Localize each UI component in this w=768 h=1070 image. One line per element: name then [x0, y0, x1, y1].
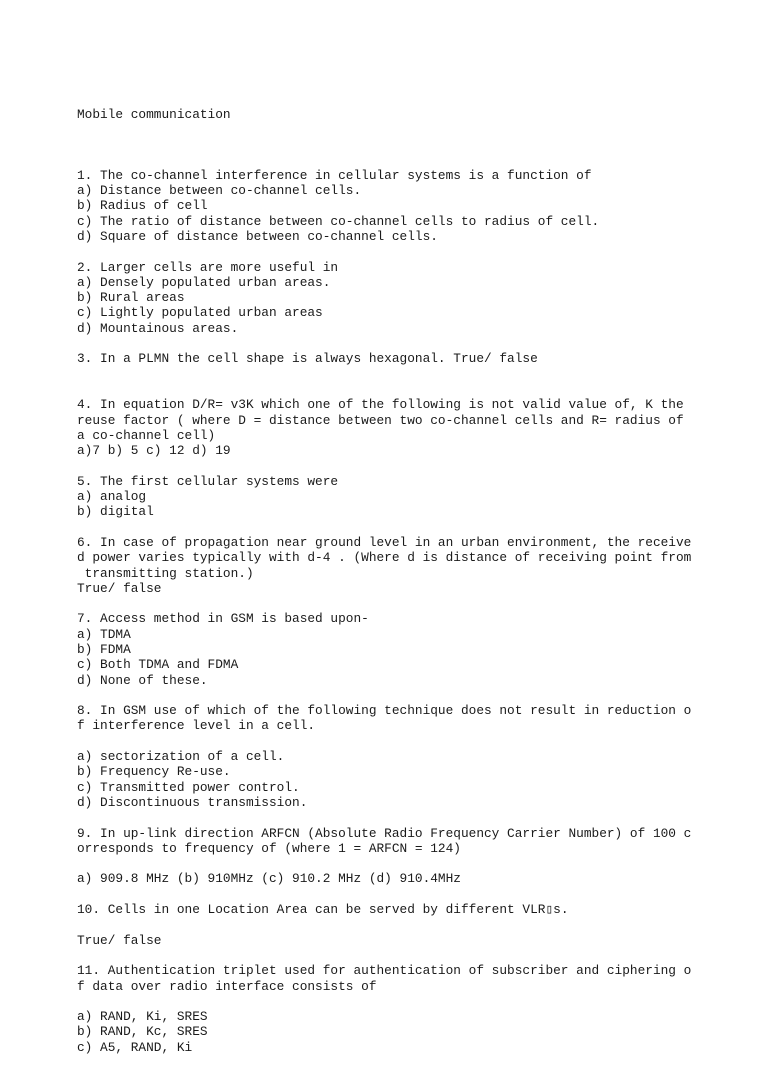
- text-line: a) Densely populated urban areas.: [77, 274, 331, 290]
- text-line: d) Mountainous areas.: [77, 320, 239, 336]
- text-line: 7. Access method in GSM is based upon-: [77, 611, 369, 627]
- blank-line: [77, 810, 757, 825]
- text-line: 10. Cells in one Location Area can be served by different VLR▯s.: [77, 902, 569, 918]
- blank-line: [77, 458, 757, 473]
- text-line: 1. The co-channel interference in cellular systems is a function of: [77, 167, 592, 183]
- text-line: c) The ratio of distance between co-channel cells to radius of cell.: [77, 213, 600, 229]
- blank-line: [77, 382, 757, 397]
- text-line: f data over radio interface consists of: [77, 978, 377, 994]
- blank-line: [77, 856, 757, 871]
- text-line: b) Rural areas: [77, 290, 185, 306]
- text-line: d power varies typically with d-4 . (Where d is distance of receiving point from: [77, 550, 692, 566]
- text-line: True/ false: [77, 932, 162, 948]
- blank-line: [77, 336, 757, 351]
- text-line: a)7 b) 5 c) 12 d) 19: [77, 443, 231, 459]
- question-text: [77, 152, 757, 1055]
- text-line: a) sectorization of a cell.: [77, 749, 285, 765]
- text-line: 3. In a PLMN the cell shape is always hexagonal. True/ false: [77, 351, 538, 367]
- text-line: 2. Larger cells are more useful in: [77, 259, 339, 275]
- text-line: a) Distance between co-channel cells.: [77, 183, 362, 199]
- text-line: b) Frequency Re-use.: [77, 764, 231, 780]
- text-line: a) analog: [77, 489, 147, 505]
- text-line: c) A5, RAND, Ki: [77, 1039, 193, 1055]
- blank-line: [77, 734, 757, 749]
- blank-line: [77, 520, 757, 535]
- text-line: b) digital: [77, 504, 154, 520]
- text-line: d) Discontinuous transmission.: [77, 794, 308, 810]
- blank-line: [77, 994, 757, 1009]
- document-page: [77, 76, 757, 1070]
- text-line: a co-channel cell): [77, 427, 216, 443]
- blank-line: [77, 244, 757, 259]
- text-line: 4. In equation D/R= v3K which one of the following is not valid value of, K the: [77, 397, 684, 413]
- text-line: transmitting station.): [77, 565, 254, 581]
- text-line: c) Lightly populated urban areas: [77, 305, 323, 321]
- text-line: d) Square of distance between co-channel cells.: [77, 228, 438, 244]
- blank-line: [77, 917, 757, 932]
- text-line: f interference level in a cell.: [77, 718, 316, 734]
- text-line: 8. In GSM use of which of the following technique does not result in reduction o: [77, 703, 692, 719]
- text-line: True/ false: [77, 580, 162, 596]
- blank-line: [77, 887, 757, 902]
- text-line: c) Transmitted power control.: [77, 779, 300, 795]
- text-line: a) RAND, Ki, SRES: [77, 1009, 208, 1025]
- blank-line: [77, 367, 757, 382]
- blank-line: [77, 948, 757, 963]
- text-line: a) 909.8 MHz (b) 910MHz (c) 910.2 MHz (d) 910.4MHz: [77, 871, 461, 887]
- text-line: 5. The first cellular systems were: [77, 473, 339, 489]
- blank-line: [77, 688, 757, 703]
- text-line: b) RAND, Kc, SRES: [77, 1024, 208, 1040]
- text-line: orresponds to frequency of (where 1 = ARFCN = 124): [77, 840, 461, 856]
- text-line: reuse factor ( where D = distance between two co-channel cells and R= radius of: [77, 412, 684, 428]
- blank-line: [77, 152, 757, 167]
- text-line: c) Both TDMA and FDMA: [77, 657, 239, 673]
- text-line: 6. In case of propagation near ground level in an urban environment, the receive: [77, 534, 692, 550]
- text-line: 11. Authentication triplet used for authentication of subscriber and ciphering o: [77, 963, 692, 979]
- text-line: a) TDMA: [77, 626, 131, 642]
- document-title: Mobile communication: [77, 106, 231, 122]
- text-line: d) None of these.: [77, 672, 208, 688]
- text-line: b) Radius of cell: [77, 198, 208, 214]
- text-line: b) FDMA: [77, 641, 131, 657]
- text-line: 9. In up-link direction ARFCN (Absolute Radio Frequency Carrier Number) of 100 c: [77, 825, 692, 841]
- blank-line: [77, 596, 757, 611]
